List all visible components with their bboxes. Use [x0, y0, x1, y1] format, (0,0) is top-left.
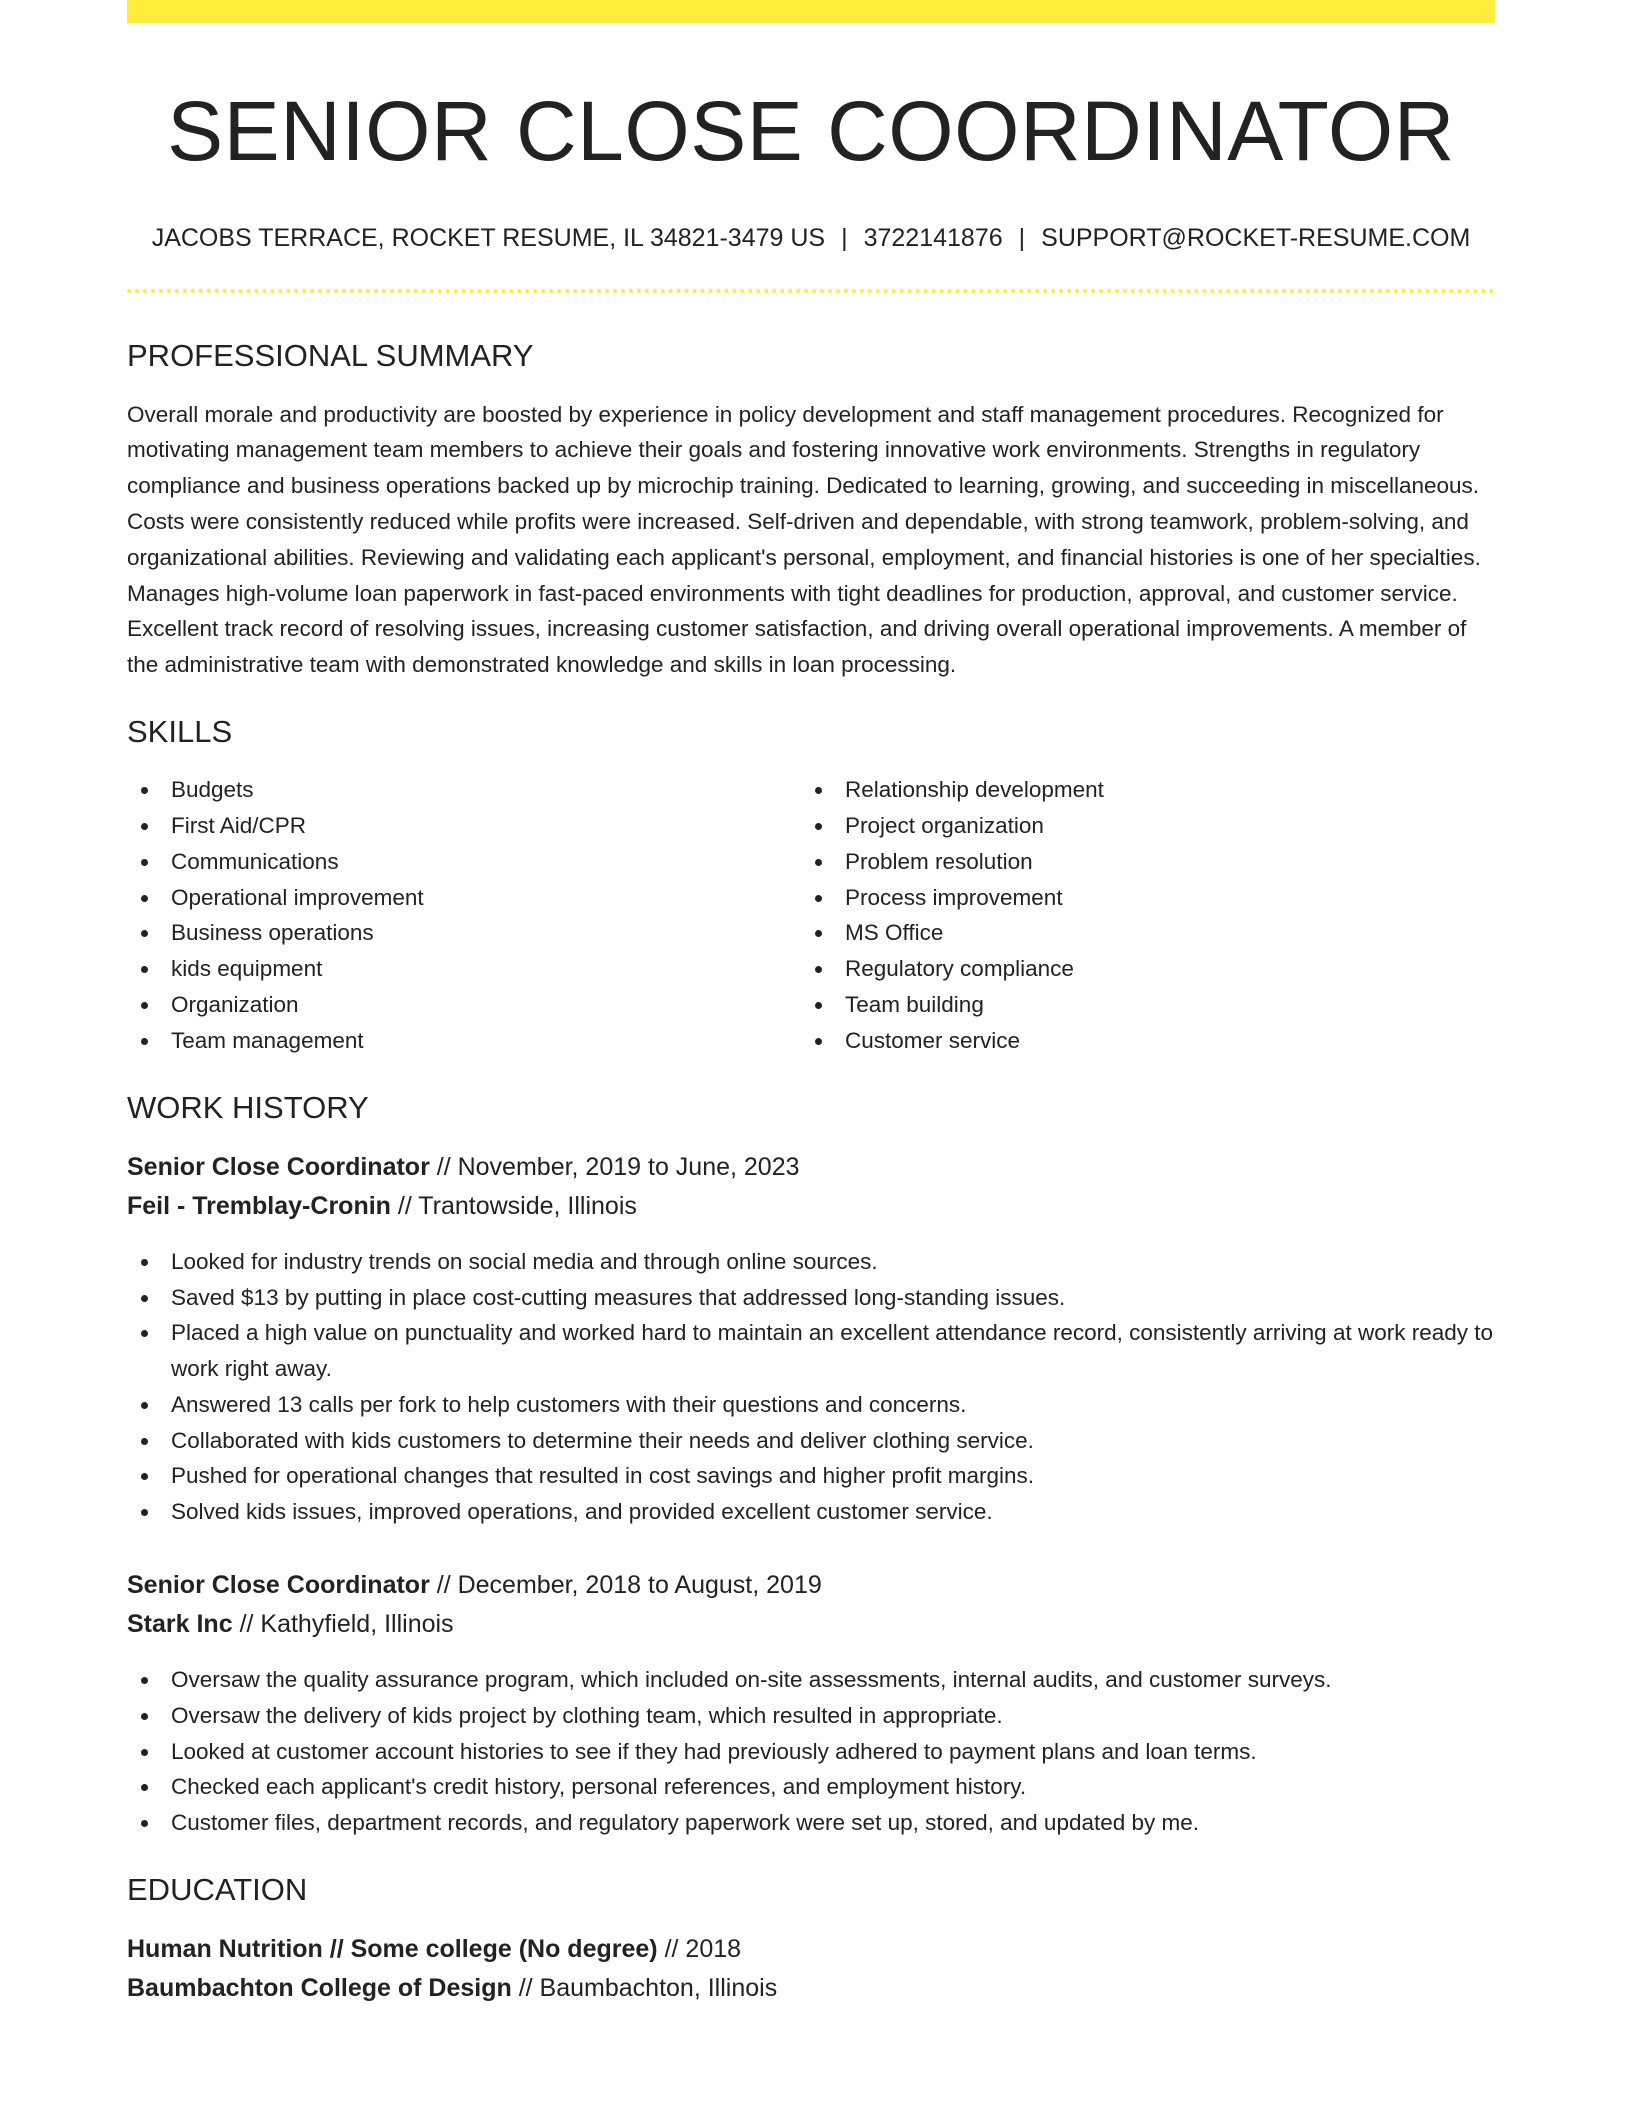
job-dates: // December, 2018 to August, 2019	[436, 1571, 822, 1600]
skills-column-right	[801, 772, 1475, 1058]
job-bullet: Customer files, department records, and regulatory paperwork were set up, stored, and updated by me.	[127, 1805, 1495, 1841]
candidate-name: SENIOR CLOSE COORDINATOR	[167, 84, 1455, 178]
job-bullet: Pushed for operational changes that resulted in cost savings and higher profit margins.	[127, 1458, 1495, 1494]
education-location: // Baumbachton, Illinois	[518, 1974, 778, 2003]
skill-item: Organization	[127, 987, 801, 1023]
job-bullet: Oversaw the delivery of kids project by clothing team, which resulted in appropriate.	[127, 1698, 1495, 1734]
work-history-heading: WORK HISTORY	[127, 1089, 369, 1125]
job-title-line	[127, 1566, 1495, 1605]
dotted-divider	[127, 289, 1495, 293]
summary-text: Overall morale and productivity are boosted by experience in policy development and staff management procedures. Recognized for motivating management team members to achieve their goals and fostering innovative work environments. Strengths in regulatory compliance and business operations backed up by microchip training. Dedicated to learning, growing, and succeeding in miscellaneous. Costs were consistently reduced while profits were increased. Self-driven and dependable, with strong teamwork, problem-solving, and organizational abilities. Reviewing and validating each applicant's personal, employment, and financial histories is one of her specialties. Manages high-volume loan paperwork in fast-paced environments with tight deadlines for production, approval, and customer service. Excellent track record of resolving issues, increasing customer satisfaction, and driving overall operational improvements. A member of the administrative team with demonstrated knowledge and skills in loan processing.	[127, 401, 1481, 678]
job-bullet: Solved kids issues, improved operations, and provided excellent customer service.	[127, 1494, 1495, 1530]
job-title: Senior Close Coordinator	[127, 1152, 430, 1181]
accent-bar	[127, 0, 1495, 23]
skills-column-left	[127, 772, 801, 1058]
skill-item: Team building	[801, 987, 1475, 1023]
job-location: // Trantowside, Illinois	[397, 1191, 637, 1220]
job-company: Feil - Tremblay-Cronin	[127, 1191, 391, 1220]
education-school-line	[127, 1969, 1495, 2008]
job-company-line	[127, 1187, 1495, 1226]
skill-item: Problem resolution	[801, 844, 1475, 880]
skill-item: Process improvement	[801, 880, 1475, 916]
skills-heading: SKILLS	[127, 713, 233, 749]
skill-item: Communications	[127, 844, 801, 880]
education-degree: Human Nutrition // Some college (No degree)	[127, 1935, 658, 1964]
job-dates: // November, 2019 to June, 2023	[436, 1152, 800, 1181]
job-company: Stark Inc	[127, 1610, 233, 1639]
job-bullets	[127, 1662, 1495, 1841]
skill-item: Customer service	[801, 1023, 1475, 1059]
skill-item: Project organization	[801, 808, 1475, 844]
education-school: Baumbachton College of Design	[127, 1974, 512, 2003]
education-degree-line	[127, 1930, 1495, 1969]
contact-separator: |	[1018, 224, 1026, 253]
job-bullet: Placed a high value on punctuality and worked hard to maintain an excellent attendance record, consistently arriving at work ready to work right away.	[127, 1315, 1495, 1387]
contact-phone: 3722141876	[863, 224, 1003, 253]
job-bullet: Checked each applicant's credit history, personal references, and employment history.	[127, 1769, 1495, 1805]
job-bullet: Looked at customer account histories to see if they had previously adhered to payment plans and loan terms.	[127, 1734, 1495, 1770]
job-bullet: Collaborated with kids customers to determine their needs and deliver clothing service.	[127, 1423, 1495, 1459]
job-company-line	[127, 1605, 1495, 1644]
skill-item: kids equipment	[127, 951, 801, 987]
education-entry	[127, 1930, 1495, 2008]
skill-item: Budgets	[127, 772, 801, 808]
skill-item: First Aid/CPR	[127, 808, 801, 844]
job-title: Senior Close Coordinator	[127, 1571, 430, 1600]
contact-email: SUPPORT@ROCKET-RESUME.COM	[1041, 224, 1471, 253]
contact-separator: |	[841, 224, 848, 253]
job-location: // Kathyfield, Illinois	[239, 1610, 454, 1639]
skill-item: Team management	[127, 1023, 801, 1059]
job-entry	[127, 1566, 1495, 1841]
skill-item: Relationship development	[801, 772, 1475, 808]
resume-content	[127, 0, 1495, 2008]
skill-item: Operational improvement	[127, 880, 801, 916]
skill-item: MS Office	[801, 915, 1475, 951]
education-heading: EDUCATION	[127, 1872, 308, 1908]
job-bullet: Saved $13 by putting in place cost-cutting measures that addressed long-standing issues.	[127, 1280, 1495, 1316]
skill-item: Business operations	[127, 915, 801, 951]
job-bullet: Looked for industry trends on social media and through online sources.	[127, 1244, 1495, 1280]
skills-list	[127, 772, 1495, 1058]
summary-heading: PROFESSIONAL SUMMARY	[127, 338, 534, 374]
contact-line	[127, 223, 1495, 253]
job-entry	[127, 1148, 1495, 1530]
contact-address: JACOBS TERRACE, ROCKET RESUME, IL 34821-3479 US	[151, 224, 826, 253]
skill-item: Regulatory compliance	[801, 951, 1475, 987]
job-bullet: Answered 13 calls per fork to help customers with their questions and concerns.	[127, 1387, 1495, 1423]
job-title-line	[127, 1148, 1495, 1187]
job-bullet: Oversaw the quality assurance program, which included on-site assessments, internal audits, and customer surveys.	[127, 1662, 1495, 1698]
education-year: // 2018	[664, 1935, 742, 1964]
job-bullets	[127, 1244, 1495, 1530]
